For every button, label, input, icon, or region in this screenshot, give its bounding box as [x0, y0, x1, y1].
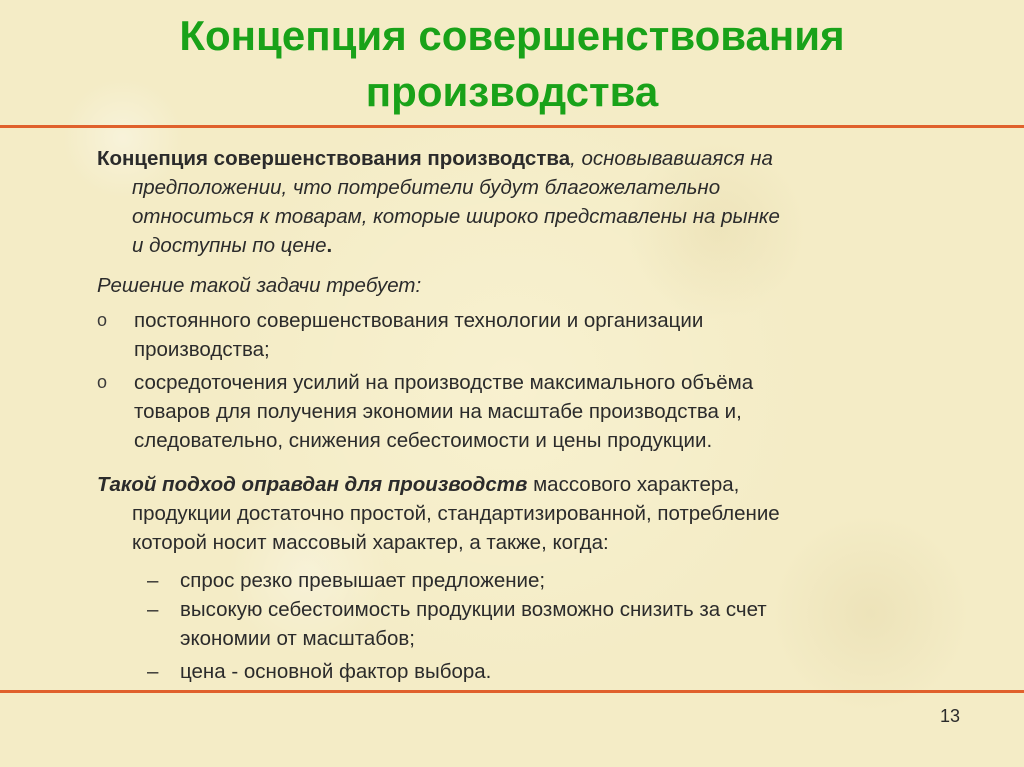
intro-line-3: относиться к товарам, которые широко представлены на рынке: [132, 205, 780, 228]
intro-paragraph: [97, 144, 967, 260]
dash-bullet-icon: –: [147, 598, 159, 621]
condition-line: экономии от масштабов;: [180, 627, 415, 650]
intro-line-1-rest: , основывавшаяся на: [570, 147, 773, 170]
requirement-heading-text: Решение такой задачи требует:: [97, 274, 422, 297]
list-item-line: производства;: [134, 338, 270, 361]
intro-line-2: предположении, что потребители будут благожелательно: [132, 176, 721, 199]
list-item-line: товаров для получения экономии на масштабе производства и,: [134, 400, 742, 423]
list-item-line: постоянного совершенствования технологии и организации: [134, 309, 704, 332]
condition-line: высокую себестоимость продукции возможно снизить за счет: [180, 598, 767, 621]
dash-bullet-icon: –: [147, 569, 159, 592]
title-line-2: производства: [365, 68, 659, 115]
approach-line-2: продукции достаточно простой, стандартизированной, потребление: [132, 502, 780, 525]
approach-line-1: [97, 470, 967, 499]
title-line-1: Концепция совершенствования: [179, 12, 845, 59]
requirement-heading: [97, 271, 967, 300]
list-item-line: следовательно, снижения себестоимости и цены продукции.: [134, 429, 713, 452]
intro-bold-term: Концепция совершенствования производства: [97, 147, 571, 170]
approach-bold-term: Такой подход оправдан для производств: [97, 473, 528, 496]
circle-bullet-icon: o: [97, 310, 108, 330]
approach-paragraph: [97, 470, 967, 557]
condition-text: [180, 595, 767, 653]
list-item-text: [134, 368, 753, 455]
intro-line-1: [97, 144, 967, 173]
condition-line: цена - основной фактор выбора.: [180, 660, 492, 683]
circle-bullet-icon: o: [97, 372, 108, 392]
approach-line-1-rest: массового характера,: [527, 473, 740, 496]
page-number: 13: [939, 706, 961, 726]
approach-line-3: которой носит массовый характер, а также, когда:: [132, 531, 609, 554]
intro-line-4-text: и доступны по цене: [132, 234, 327, 257]
condition-line: спрос резко превышает предложение;: [180, 569, 546, 592]
footer-divider: [0, 690, 1024, 693]
condition-text: [180, 566, 545, 595]
list-item-text: [134, 306, 703, 364]
intro-line-4: [97, 231, 967, 260]
intro-line-4-end: .: [326, 234, 333, 257]
list-item-line: сосредоточения усилий на производстве максимального объёма: [134, 371, 754, 394]
dash-bullet-icon: –: [147, 660, 159, 683]
condition-text: [180, 657, 491, 686]
